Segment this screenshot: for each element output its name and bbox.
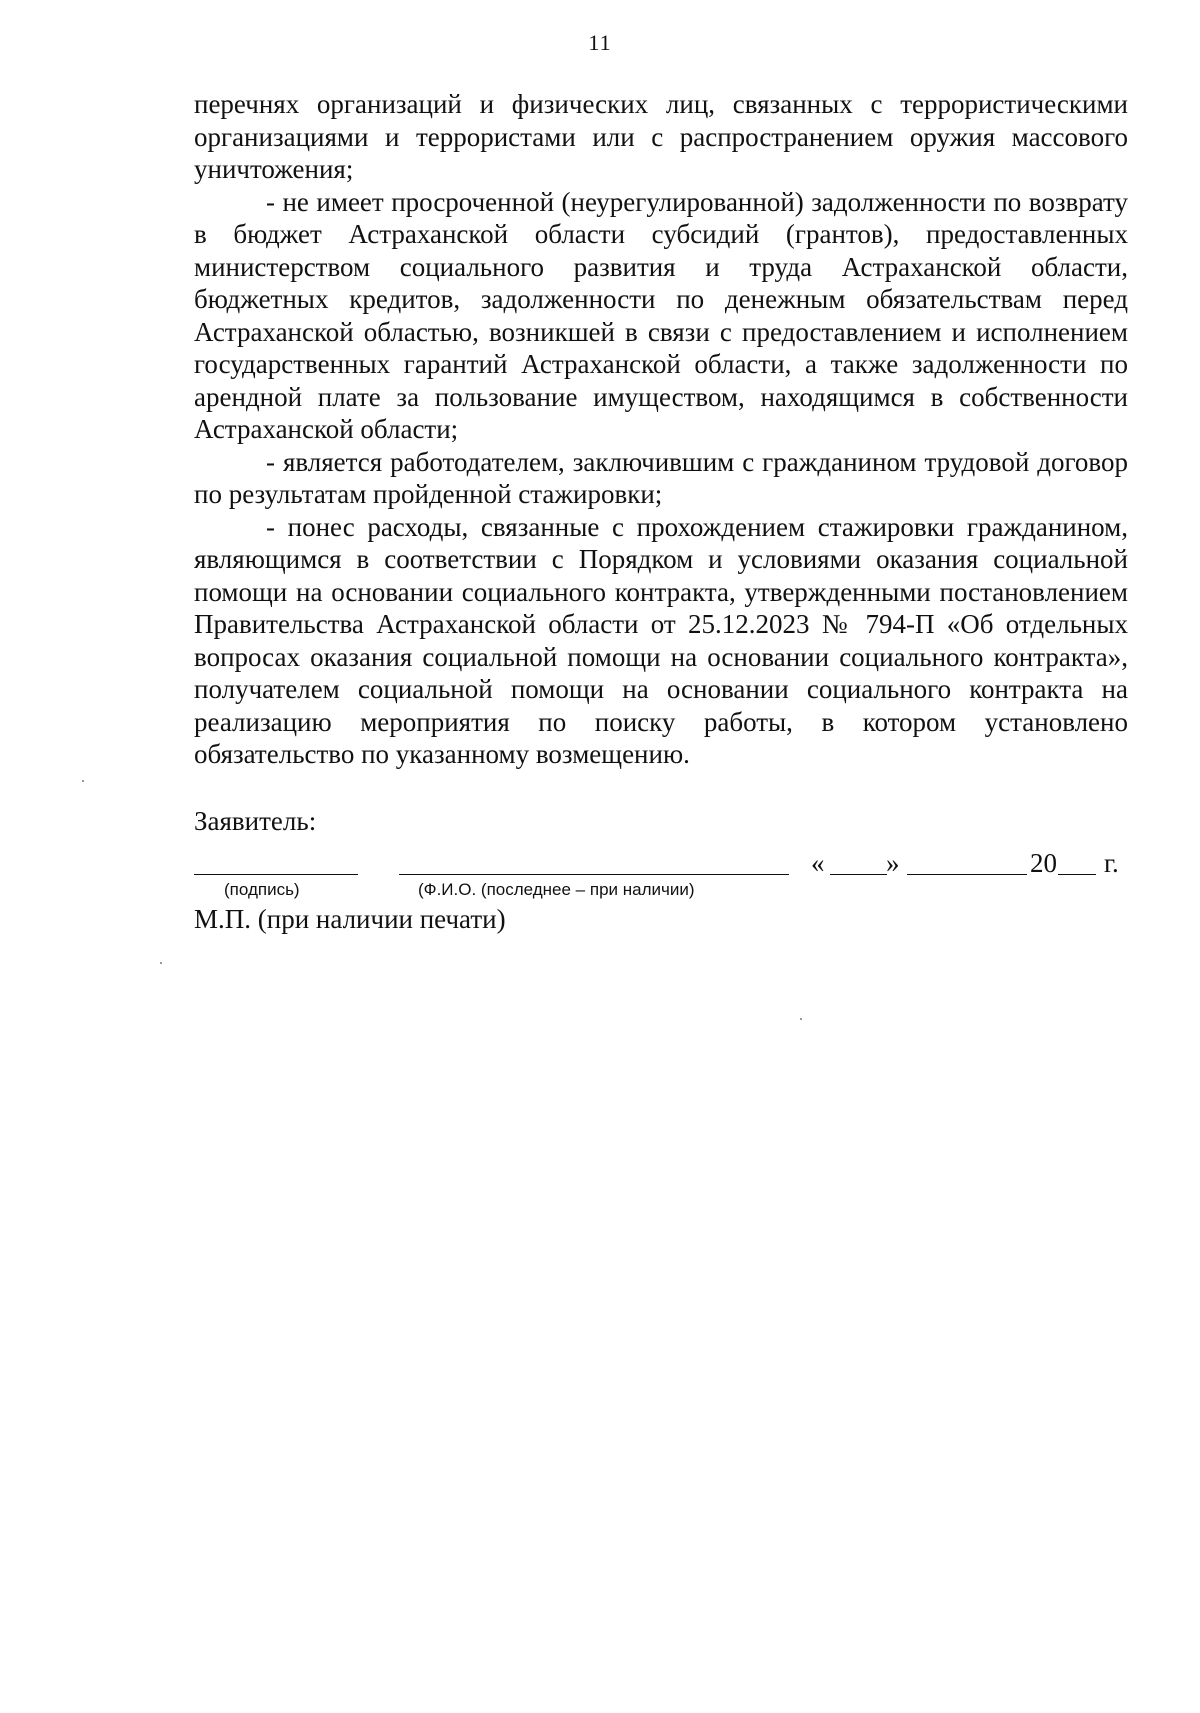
- scan-speck: [82, 780, 84, 782]
- date-month-line: [907, 874, 1027, 875]
- paragraph-no-debt: - не имеет просроченной (неурегулированной) задолженности по возврату в бюджет Астраханской области субсидий (грантов), предоставленных министерством социального развития и труда Астраханской области, бюджетных кредитов, задолженности по денежным обязательствам перед Астраханской областью, возникшей в связи с предоставлением и исполнением государственных гарантий Астраханской области, а также задолженности по арендной плате за пользование имуществом, находящимся в собственности Астраханской области;: [194, 186, 1128, 444]
- scan-speck: [160, 962, 162, 964]
- scan-speck: [800, 1018, 802, 1020]
- page-number: 11: [588, 30, 612, 55]
- date-year-suffix: г.: [1104, 848, 1119, 878]
- date-year-prefix: 20: [1030, 848, 1057, 878]
- applicant-label: Заявитель:: [194, 806, 317, 836]
- paragraph-expenses: - понес расходы, связанные с прохождением стажировки гражданином, являющимся в соответствии с Порядком и условиями оказания социальной помощи на основании социального контракта, утвержденными постановлением Правительства Астраханской области от 25.12.2023 № 794-П «Об отдельных вопросах оказания социальной помощи на основании социального контракта», получателем социальной помощи на основании социального контракта на реализацию мероприятия по поиску работы, в котором установлено обязательство по указанному возмещению.: [194, 511, 1128, 769]
- date-year-line: [1058, 874, 1096, 875]
- date-close-quote: »: [886, 848, 900, 878]
- date-day-line: [830, 874, 887, 875]
- signature-caption: (подпись): [224, 880, 300, 899]
- paragraph-employer: - является работодателем, заключившим с гражданином трудовой договор по результатам пройденной стажировки;: [194, 446, 1128, 509]
- seal-note: М.П. (при наличии печати): [194, 904, 506, 934]
- date-open-quote: «: [811, 848, 825, 878]
- paragraph-continuation: перечнях организаций и физических лиц, связанных с террористическими организациями и террористами или с распространением оружия массового уничтожения;: [194, 89, 1128, 184]
- document-body: [194, 88, 1128, 771]
- fio-caption: (Ф.И.О. (последнее – при наличии): [418, 880, 695, 899]
- signature-line: [194, 874, 358, 875]
- fio-line: [399, 874, 789, 875]
